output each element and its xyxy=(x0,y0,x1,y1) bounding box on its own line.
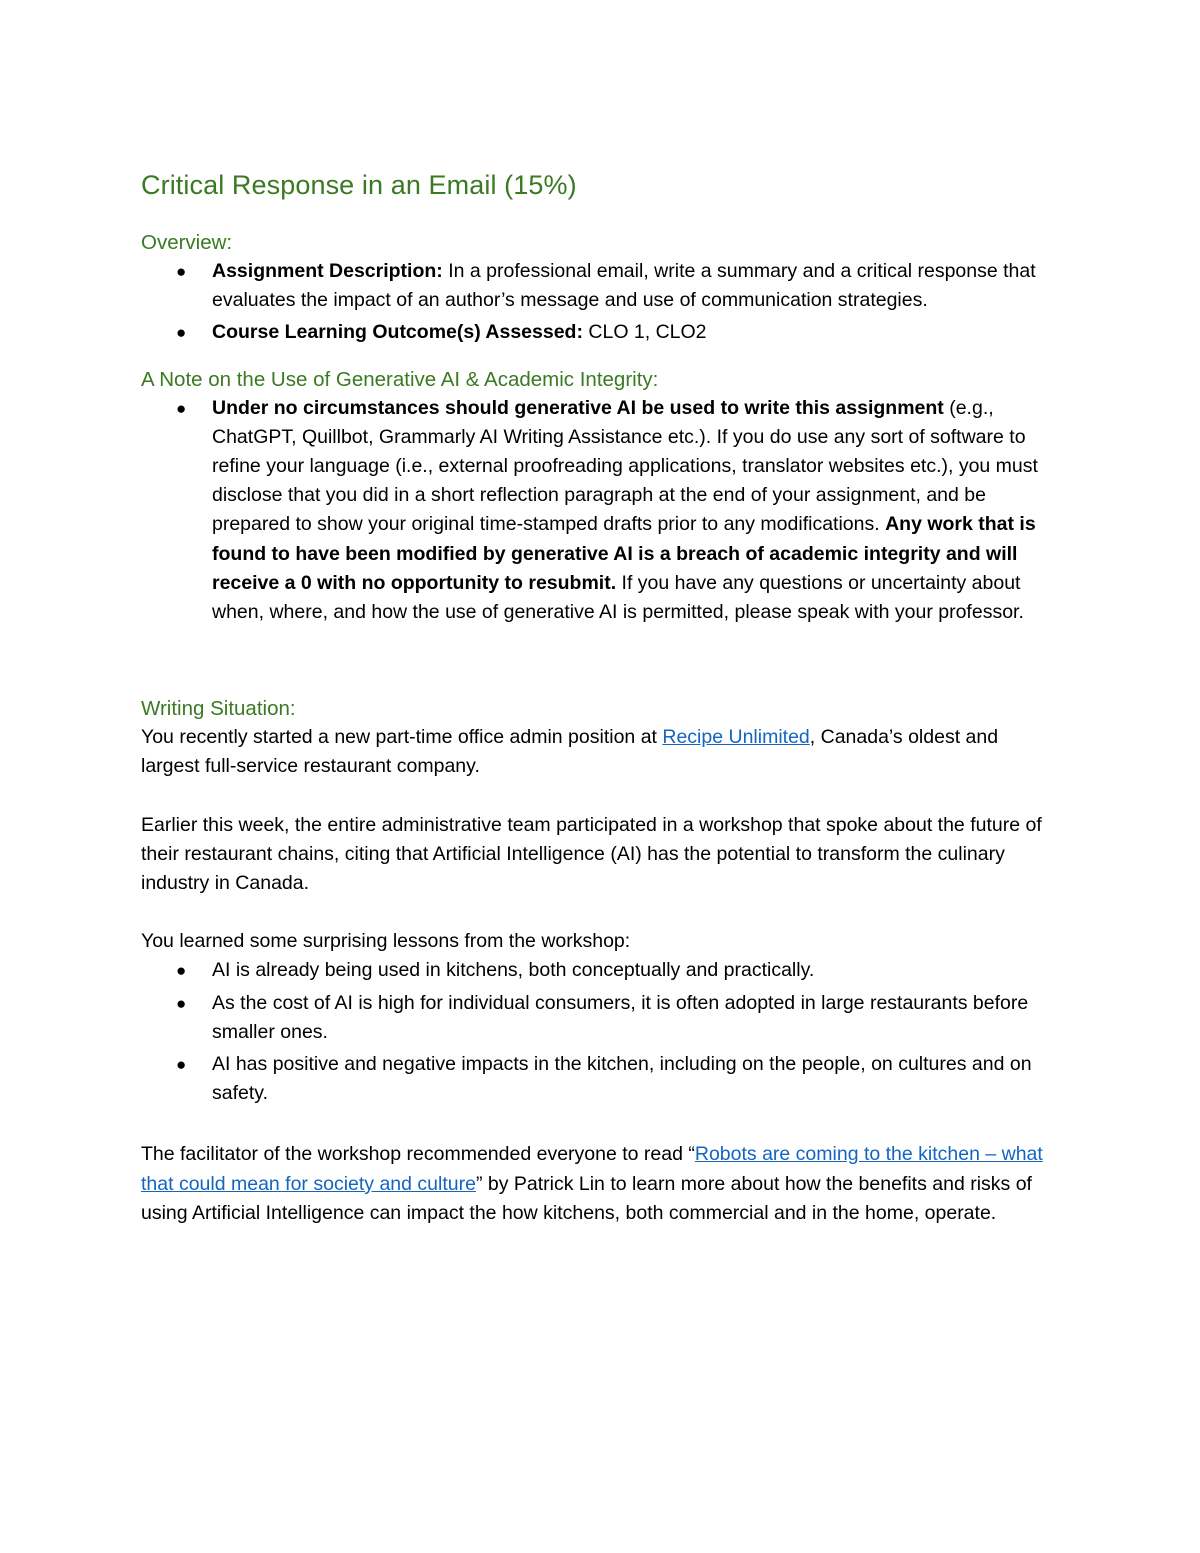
overview-item-learning-outcomes xyxy=(141,318,1061,347)
overview-list xyxy=(141,257,1061,348)
bullet-icon: ● xyxy=(176,262,187,281)
lesson-item xyxy=(141,1050,1061,1108)
bullet-icon: ● xyxy=(176,961,187,981)
ai-note-text: (e.g., ChatGPT, Quillbot, Grammarly AI Writing Assistance etc.). If you do use any sort of software to refine your language (i.e., external proofreading applications, translator websites etc.), you must disclose that you did in a short reflection paragraph at the end of your assignment, and be prepared to show your original time-stamped drafts prior to any modifications. xyxy=(212,396,1038,536)
writing-situation-paragraph-3: You learned some surprising lessons from the workshop: xyxy=(141,930,631,953)
lesson-text: AI has positive and negative impacts in the kitchen, including on the people, on cultures and on safety. xyxy=(212,1053,1032,1105)
writing-situation-paragraph-2: Earlier this week, the entire administrative team participated in a workshop that spoke about the future of their restaurant chains, citing that Artificial Intelligence (AI) has the potential to transform the culinary industry in Canada. xyxy=(141,813,1042,895)
ai-note-text-end: If you have any questions or uncertainty about when, where, and how the use of generative AI is permitted, please speak with your professor. xyxy=(212,571,1024,624)
bullet-icon: ● xyxy=(176,993,187,1013)
spacer xyxy=(141,782,1061,811)
writing-situation-paragraph-4 xyxy=(141,1140,1061,1228)
writing-situation-heading: Writing Situation: xyxy=(141,697,296,721)
overview-item-text: In a professional email, write a summary and a critical response that evaluates the impact of an author’s message and use of communication strategies. xyxy=(212,260,1036,312)
paragraph-text: , Canada’s oldest and largest full-service restaurant company. xyxy=(141,726,999,778)
ai-note-heading: A Note on the Use of Generative AI & Academic Integrity: xyxy=(141,367,659,391)
bullet-icon: ● xyxy=(176,398,187,418)
spacer xyxy=(141,351,1061,365)
spacer xyxy=(141,898,1061,927)
lesson-item xyxy=(141,956,1061,985)
ai-note-list xyxy=(141,394,1061,628)
document-title: Critical Response in an Email (15%) xyxy=(141,170,577,200)
bullet-icon: ● xyxy=(176,323,187,343)
overview-item-assignment-description xyxy=(141,257,1061,315)
spacer xyxy=(141,630,1061,694)
overview-heading: Overview: xyxy=(141,231,233,254)
bullet-icon: ● xyxy=(176,1055,187,1075)
writing-situation-paragraph-1 xyxy=(141,723,1061,781)
paragraph-text: ” by Patrick Lin to learn more about how the benefits and risks of using Artificial Intelligence can impact the how kitchens, both commercial and in the home, operate. xyxy=(141,1172,1032,1224)
paragraph-text: The facilitator of the workshop recommended everyone to read “ xyxy=(141,1143,695,1166)
overview-item-text: CLO 1, CLO2 xyxy=(582,321,707,344)
lesson-text: AI is already being used in kitchens, both conceptually and practically. xyxy=(212,959,815,982)
ai-note-bold-statement: Under no circumstances should generative AI be used to write this assignment xyxy=(212,396,944,419)
recipe-unlimited-link[interactable]: Recipe Unlimited xyxy=(662,726,810,749)
lessons-list xyxy=(141,956,1061,1108)
overview-item-label: Assignment Description: xyxy=(212,260,443,282)
spacer xyxy=(141,1111,1061,1140)
document-page xyxy=(141,166,1061,1228)
ai-note-integrity-warning: Any work that is found to have been modified by generative AI is a breach of academic integrity and will receive a 0 with no opportunity to resubmit. xyxy=(212,513,1036,594)
lesson-item xyxy=(141,989,1061,1047)
overview-item-label: Course Learning Outcome(s) Assessed: xyxy=(212,321,583,344)
spacer xyxy=(141,204,1061,228)
paragraph-text: You recently started a new part-time office admin position at xyxy=(141,726,663,749)
article-link[interactable]: Robots are coming to the kitchen – what that could mean for society and culture xyxy=(141,1143,1043,1195)
lesson-text: As the cost of AI is high for individual consumers, it is often adopted in large restaurants before smaller ones. xyxy=(212,991,1029,1043)
ai-note-item xyxy=(141,394,1061,628)
